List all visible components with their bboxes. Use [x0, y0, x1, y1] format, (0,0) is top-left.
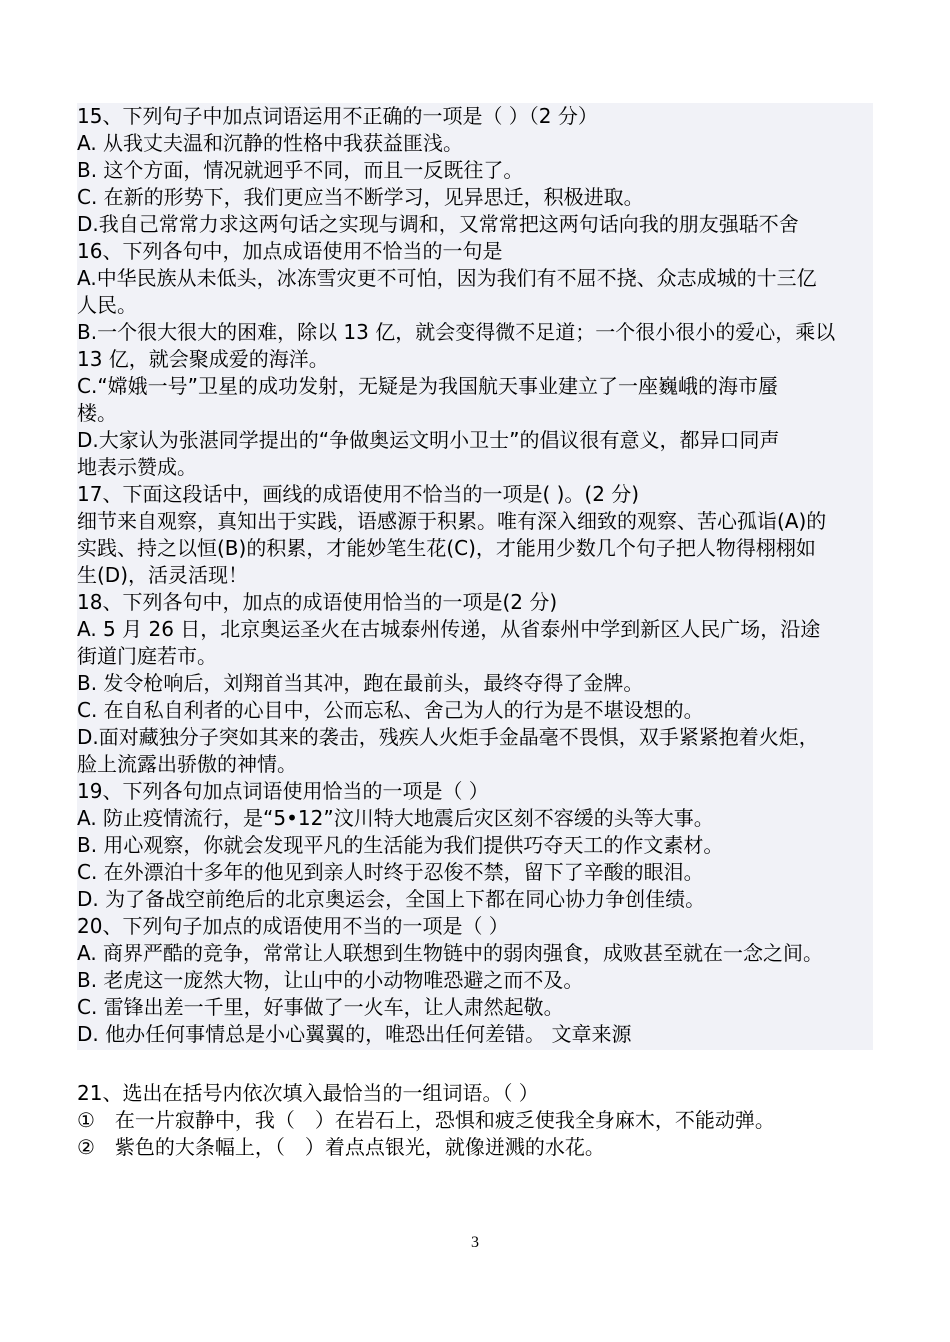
question-18 — [77, 589, 873, 778]
question-17 — [77, 481, 873, 589]
option-d: D. 为了备战空前绝后的北京奥运会，全国上下都在同心协力争创佳绩。 — [77, 887, 706, 911]
question-19 — [77, 778, 873, 913]
page-number: 3 — [471, 1234, 479, 1251]
question-16 — [77, 238, 873, 481]
option-a-cont: 街道门庭若市。 — [77, 644, 217, 668]
fill-item-2: ② 紫色的大条幅上，（ ）着点点银光，就像迸溅的水花。 — [77, 1135, 605, 1159]
question-stem: 18、下列各句中，加点的成语使用恰当的一项是(2 分) — [77, 590, 558, 614]
option-b-cont: 13 亿，就会聚成爱的海洋。 — [77, 347, 329, 371]
option-a: A. 商界严酷的竞争，常常让人联想到生物链中的弱肉强食，成败甚至就在一念之间。 — [77, 941, 824, 965]
option-a: A. 5 月 26 日，北京奥运圣火在古城泰州传递，从省泰州中学到新区人民广场，沿途 — [77, 617, 821, 641]
option-d: D.大家认为张湛同学提出的“争做奥运文明小卫士”的倡议很有意义，都异口同声 — [77, 428, 780, 452]
fill-item-1: ① 在一片寂静中，我（ ）在岩石上，恐惧和疲乏使我全身麻木，不能动弹。 — [77, 1108, 775, 1132]
option-a: A. 防止疫情流行，是“5•12”汶川特大地震后灾区刻不容缓的头等大事。 — [77, 806, 714, 830]
option-b: B. 发令枪响后，刘翔首当其冲，跑在最前头，最终夺得了金牌。 — [77, 671, 644, 695]
question-21 — [77, 1080, 873, 1161]
option-c-cont: 楼。 — [77, 401, 117, 425]
option-d: D.面对藏独分子突如其来的袭击，残疾人火炬手金晶毫不畏惧，双手紧紧抱着火炬， — [77, 725, 819, 749]
question-stem: 19、下列各句加点词语使用恰当的一项是（ ） — [77, 779, 489, 803]
spacer — [77, 1050, 873, 1080]
question-stem: 16、下列各句中，加点成语使用不恰当的一句是 — [77, 239, 503, 263]
option-b: B.一个很大很大的困难，除以 13 亿，就会变得微不足道；一个很小很小的爱心，乘以 — [77, 320, 836, 344]
option-c: C. 在新的形势下，我们更应当不断学习，见异思迁，积极进取。 — [77, 185, 644, 209]
passage-line: 实践、持之以恒(B)的积累，才能妙笔生花(C)，才能用少数几个句子把人物得栩栩如 — [77, 536, 816, 560]
question-stem: 17、下面这段话中，画线的成语使用不恰当的一项是( )。(2 分) — [77, 482, 640, 506]
option-d-cont: 地表示赞成。 — [77, 455, 197, 479]
shaded-question-block — [77, 103, 873, 1050]
page-content — [77, 103, 873, 1161]
option-c: C.“嫦娥一号”卫星的成功发射，无疑是为我国航天事业建立了一座巍峨的海市蜃 — [77, 374, 779, 398]
passage-line: 细节来自观察，真知出于实践，语感源于积累。唯有深入细致的观察、苦心孤诣(A)的 — [77, 509, 827, 533]
option-b: B. 老虎这一庞然大物，让山中的小动物唯恐避之而不及。 — [77, 968, 584, 992]
question-20 — [77, 913, 873, 1048]
option-d-cont: 脸上流露出骄傲的神情。 — [77, 752, 297, 776]
option-b: B. 用心观察，你就会发现平凡的生活能为我们提供巧夺天工的作文素材。 — [77, 833, 724, 857]
option-d: D.我自己常常力求这两句话之实现与调和，又常常把这两句话向我的朋友强聒不舍 — [77, 212, 799, 236]
option-d: D. 他办任何事情总是小心翼翼的，唯恐出任何差错。 文章来源 — [77, 1022, 632, 1046]
question-stem: 15、下列句子中加点词语运用不正确的一项是（ ）（2 分） — [77, 104, 598, 128]
option-b: B. 这个方面，情况就迥乎不同，而且一反既往了。 — [77, 158, 524, 182]
question-stem: 20、下列句子加点的成语使用不当的一项是（ ） — [77, 914, 509, 938]
option-a: A. 从我丈夫温和沉静的性格中我获益匪浅。 — [77, 131, 464, 155]
question-15 — [77, 103, 873, 238]
option-c: C. 雷锋出差一千里，好事做了一火车，让人肃然起敬。 — [77, 995, 564, 1019]
option-c: C. 在外漂泊十多年的他见到亲人时终于忍俊不禁，留下了辛酸的眼泪。 — [77, 860, 704, 884]
option-a-cont: 人民。 — [77, 293, 137, 317]
option-a: A.中华民族从未低头，冰冻雪灾更不可怕，因为我们有不屈不挠、众志成城的十三亿 — [77, 266, 817, 290]
question-stem: 21、选出在括号内依次填入最恰当的一组词语。（ ） — [77, 1081, 539, 1105]
option-c: C. 在自私自利者的心目中，公而忘私、舍己为人的行为是不堪设想的。 — [77, 698, 704, 722]
passage-line: 生(D)，活灵活现！ — [77, 563, 249, 587]
